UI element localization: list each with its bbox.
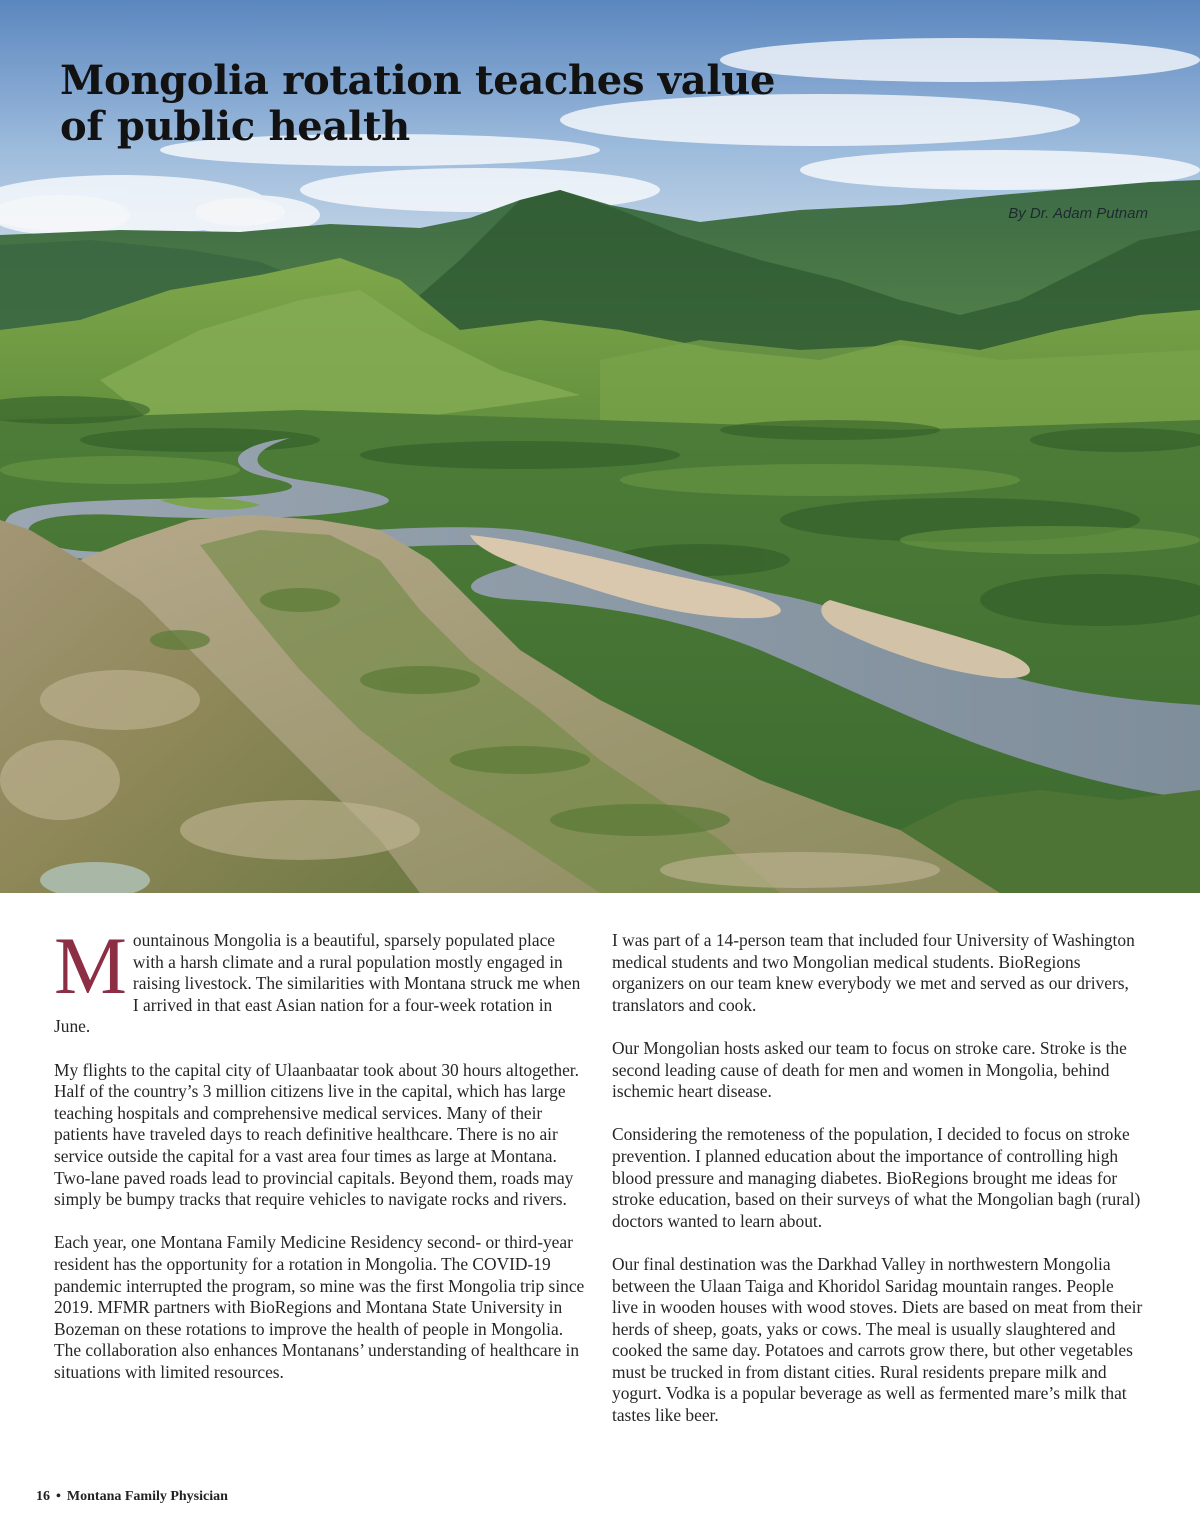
footer-separator: • — [56, 1489, 61, 1504]
article-headline: Mongolia rotation teaches value of public health — [60, 57, 776, 150]
article-paragraph: Our Mongolian hosts asked our team to focus on stroke care. Stroke is the second leading cause of death for men and women in Mongolia, behind ischemic heart disease. — [612, 1037, 1127, 1102]
article-paragraph — [54, 920, 586, 1038]
article-paragraph: My flights to the capital city of Ulaanbaatar took about 30 hours altogether. Half of the country’s 3 million citizens live in the capital, which has large teaching hospitals and comprehensive medical services. Many of their patients have traveled days to reach definitive healthcare. There is no air service outside the capital for a vast area four times as large at Montana. Two-lane paved roads lead to provincial capitals. Beyond them, roads may simply be bumpy tracks that require vehicles to navigate rocks and rivers. — [54, 1059, 579, 1210]
page-footer — [36, 1489, 228, 1505]
publication-name: Montana Family Physician — [66, 1489, 228, 1504]
article-paragraph: Our final destination was the Darkhad Valley in northwestern Mongolia between the Ulaan Taiga and Khoridol Saridag mountain ranges. People live in wooden houses with wood stoves. Diets are based on meat from their herds of sheep, goats, yaks or cows. The meal is usually slaughtered and cooked the same day. Potatoes and carrots grow there, but other vegetables must be trucked in from distant cities. Rural residents prepare milk and yogurt. Vodka is a popular beverage as well as fermented mare’s milk that tastes like beer. — [612, 1253, 1143, 1426]
article-paragraph: Considering the remoteness of the population, I decided to focus on stroke prevention. I planned education about the importance of controlling high blood pressure and managing diabetes. BioRegions brought me ideas for stroke education, based on their surveys of what the Mongolian bagh (rural) doctors wanted to learn about. — [612, 1124, 1141, 1231]
article-column-right — [612, 930, 1144, 1448]
article-column-left — [54, 920, 586, 1405]
page-number: 16 — [36, 1489, 50, 1504]
drop-cap: M — [54, 920, 127, 1011]
article-paragraph: I was part of a 14-person team that included four University of Washington medical students and two Mongolian medical students. BioRegions organizers on our team knew everybody we met and served as our drivers, translators and cook. — [612, 930, 1135, 1015]
article-paragraph: Each year, one Montana Family Medicine Residency second- or third-year resident has the opportunity for a rotation in Mongolia. The COVID-19 pandemic interrupted the program, so mine was the first Mongolia trip since 2019. MFMR partners with BioRegions and Montana State University in Bozeman on these rotations to improve the health of people in Mongolia. The collaboration also enhances Montanans’ understanding of healthcare in situations with limited resources. — [54, 1232, 585, 1382]
article-byline: By Dr. Adam Putnam — [1008, 205, 1148, 222]
paragraph-text: ountainous Mongolia is a beautiful, sparsely populated place with a harsh climate and a rural population mostly engaged in raising livestock. The similarities with Montana struck me when I arrived in that east Asian nation for a four-week rotation in June. — [54, 930, 581, 1037]
